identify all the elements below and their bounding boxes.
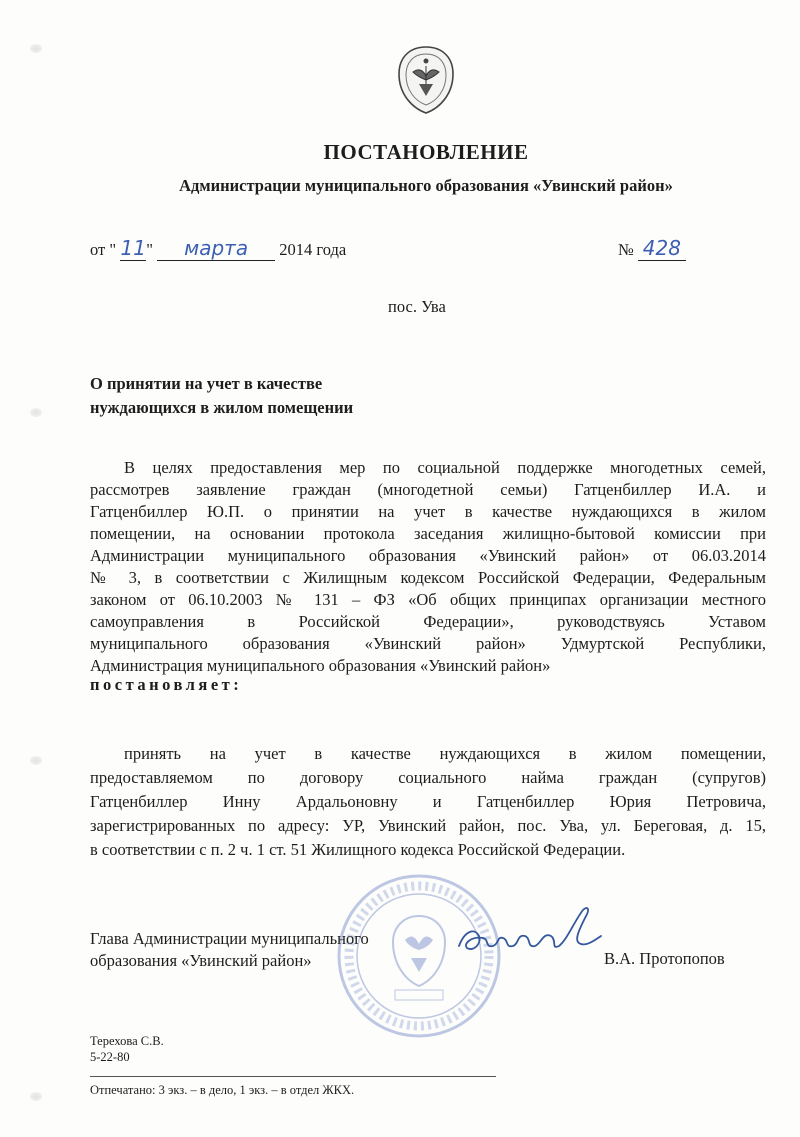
subject-line: нуждающихся в жилом помещении [90, 398, 354, 417]
date-day: 11 [120, 236, 146, 260]
date-line [90, 236, 346, 261]
body-line: Гатценбиллер Инну Ардальоновну и Гатценбиллер Юрия Петровича, [90, 792, 766, 811]
decree-word: постановляет: [90, 675, 243, 694]
body-line: рассмотрев заявление граждан (многодетной семьи) Гатценбиллер И.А. и [90, 480, 766, 499]
copies-note: Отпечатано: 3 экз. – в дело, 1 экз. – в отдел ЖКХ. [90, 1083, 355, 1097]
body-line: законом от 06.10.2003 № 131 – ФЗ «Об общих принципах организации местного [90, 590, 766, 609]
body-line: Администрации муниципального образования «Увинский район» от 06.03.2014 [90, 546, 766, 565]
executor-info [90, 1033, 164, 1065]
executor-name: Терехова С.В. [90, 1034, 164, 1048]
document-subtitle: Администрации муниципального образования «Увинский район» [179, 176, 673, 195]
number-line [618, 236, 686, 261]
signatory-position-line: образования «Увинский район» [90, 951, 312, 970]
body-line: Гатценбиллер Ю.П. о принятии на учет в качестве нуждающихся в жилом [90, 502, 766, 521]
handwritten-signature-icon [455, 902, 603, 962]
footer-divider [90, 1076, 496, 1077]
body-line: помещении, на основании протокола заседания жилищно-бытовой комиссии при [90, 524, 766, 543]
body-line: муниципального образования «Увинский район» Удмуртской Республики, [90, 634, 766, 653]
body-line: Администрация муниципального образования «Увинский район» [90, 656, 551, 675]
document-title: ПОСТАНОВЛЕНИЕ [323, 140, 529, 164]
document-subject [90, 372, 353, 420]
emblem-icon [393, 44, 459, 116]
signatory-position [90, 928, 369, 972]
signatory-position-line: Глава Администрации муниципального [90, 929, 369, 948]
executor-phone: 5-22-80 [90, 1050, 130, 1064]
body-line: самоуправления в Российской Федерации», руководствуясь Уставом [90, 612, 766, 631]
body-line: зарегистрированных по адресу: УР, Увинский район, пос. Ува, ул. Береговая, д. 15, [90, 816, 766, 835]
document-number: 428 [638, 236, 686, 261]
number-label: № [618, 240, 634, 259]
body-line: принять на учет в качестве нуждающихся в жилом помещении, [124, 744, 766, 763]
date-month: марта [157, 236, 275, 261]
date-sep: " [146, 240, 153, 259]
date-prefix: от " [90, 240, 117, 259]
body-line: № 3, в соответствии с Жилищным кодексом Российской Федерации, Федеральным [90, 568, 766, 587]
body-line: предоставляемом по договору социального найма граждан (супругов) [90, 768, 766, 787]
body-line: в соответствии с п. 2 ч. 1 ст. 51 Жилищного кодекса Российской Федерации. [90, 840, 626, 859]
place: пос. Ува [388, 297, 446, 316]
subject-line: О принятии на учет в качестве [90, 374, 323, 393]
signatory-name: В.А. Протопопов [604, 949, 725, 968]
date-year: 2014 года [279, 240, 347, 259]
body-line: В целях предоставления мер по социальной поддержке многодетных семей, [124, 458, 766, 477]
